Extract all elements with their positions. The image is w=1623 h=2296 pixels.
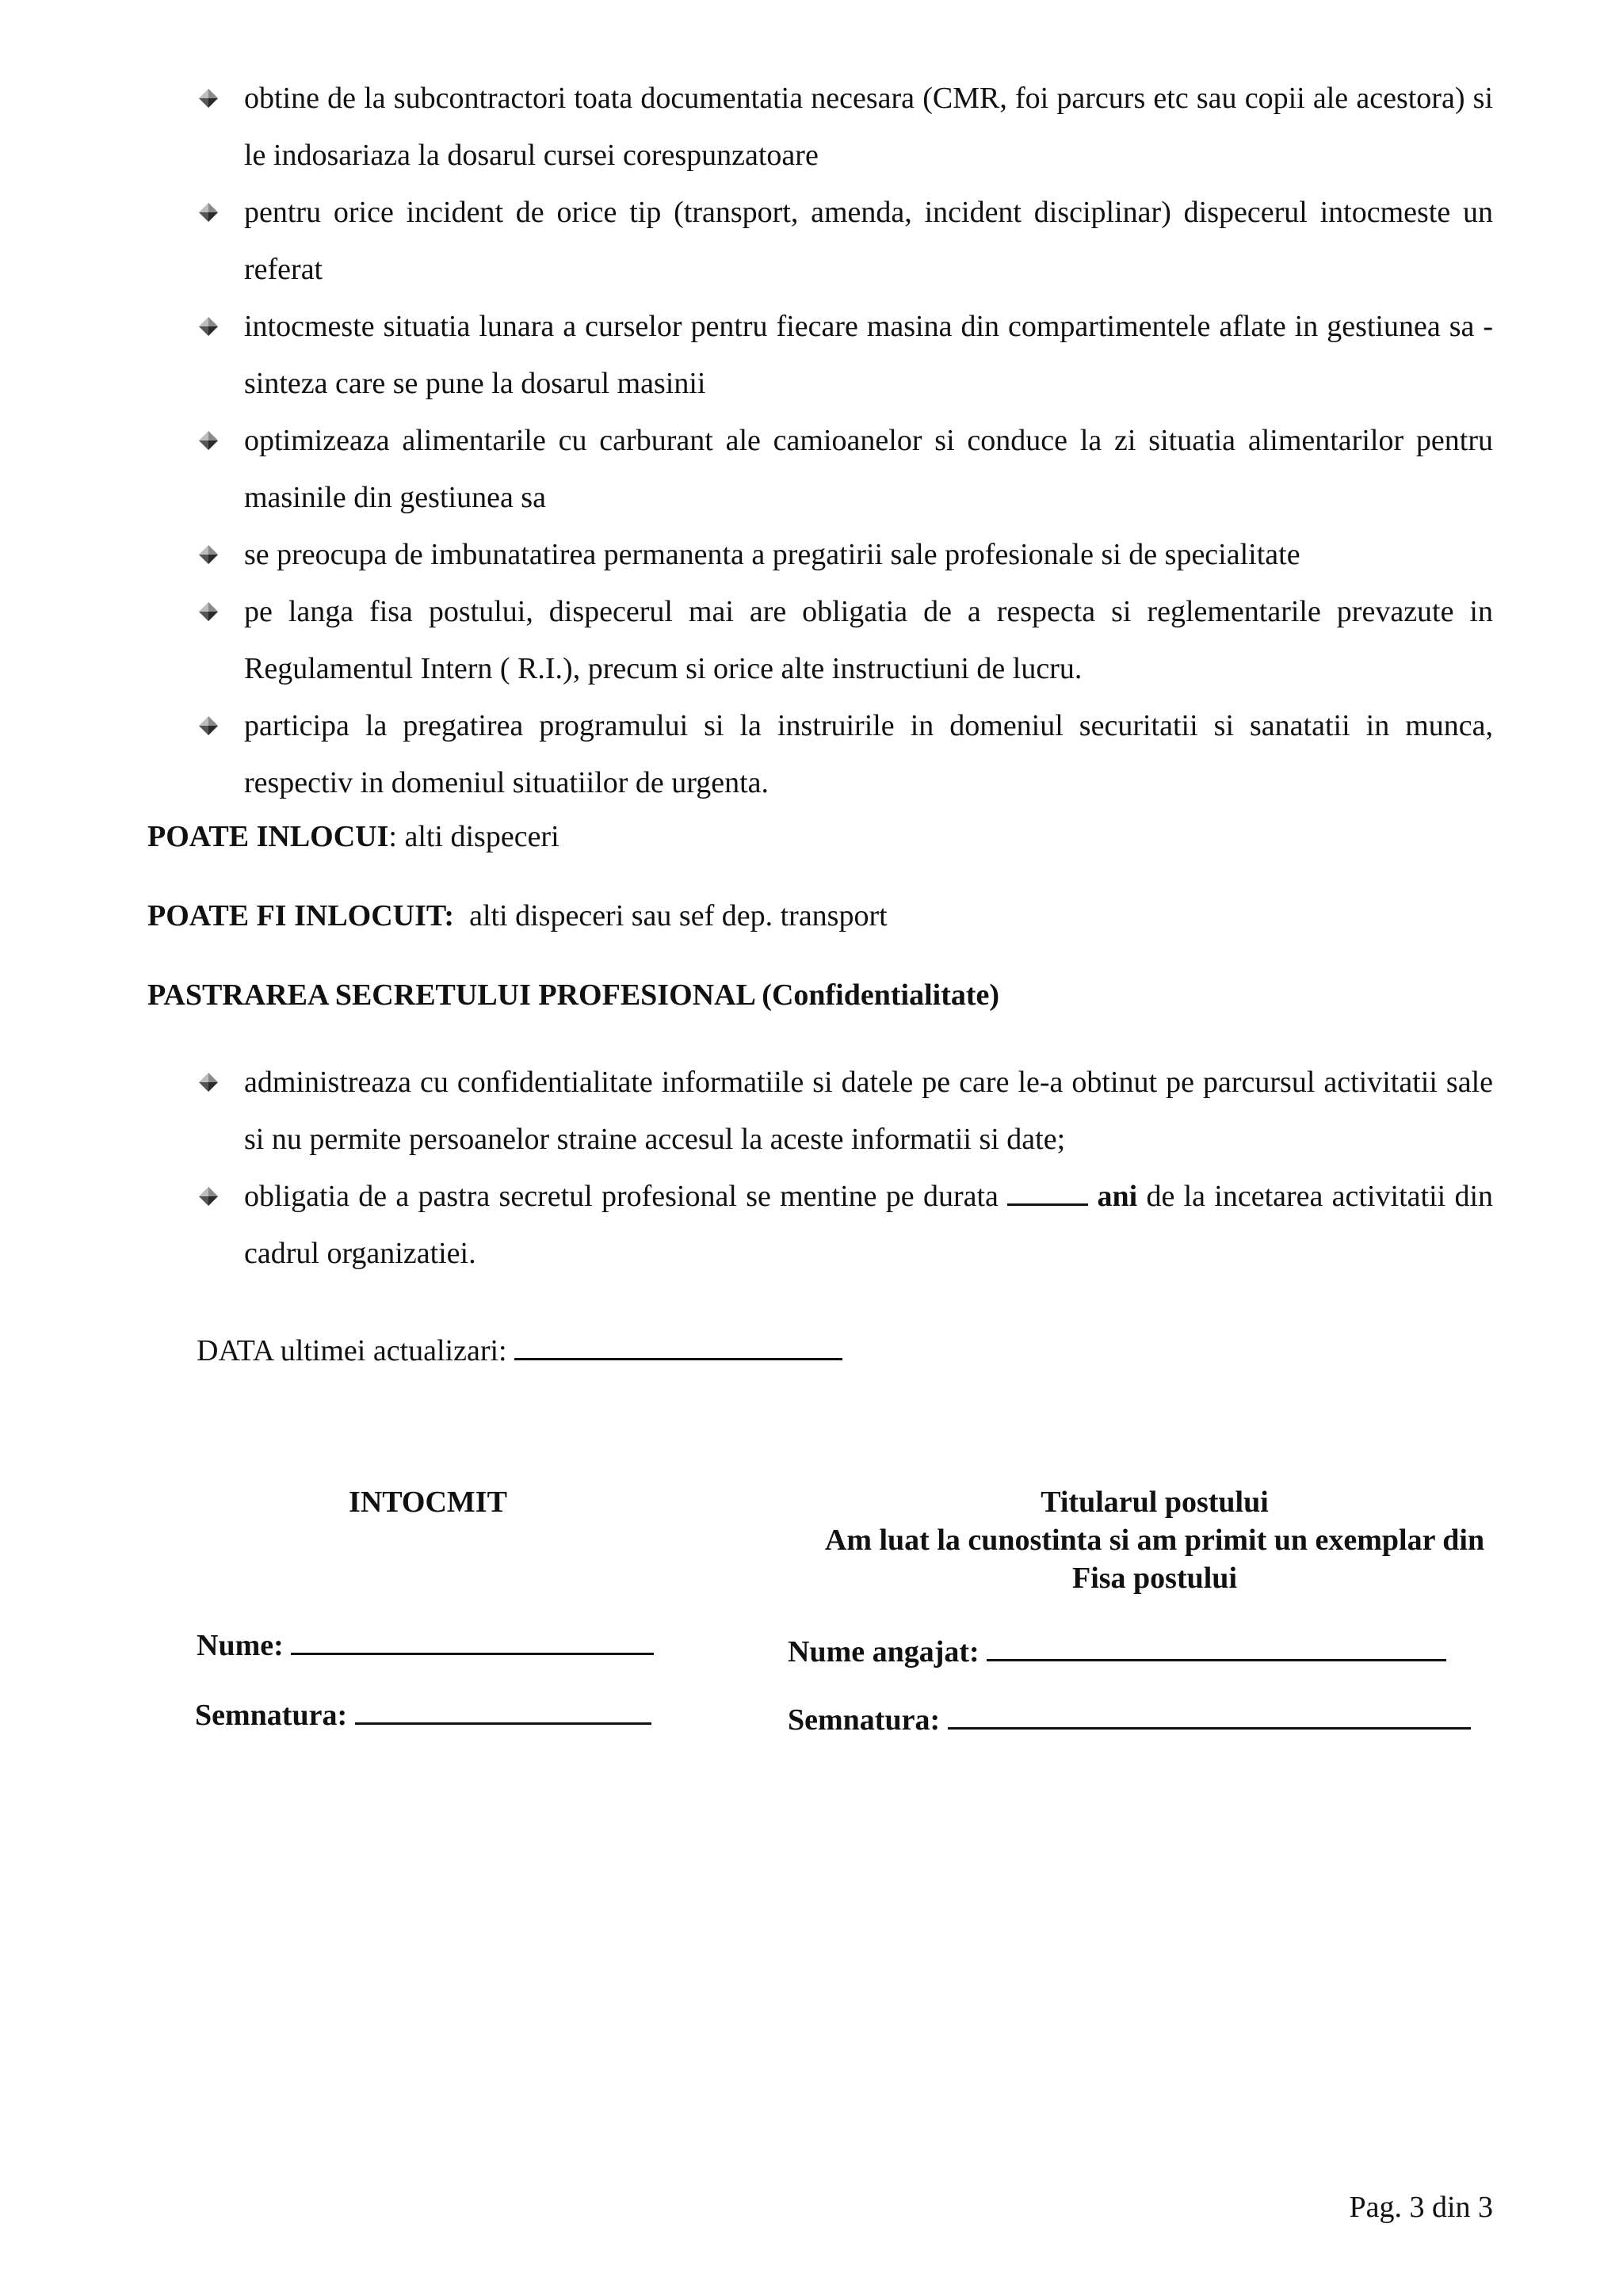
poate-fi-inlocuit-line xyxy=(147,897,888,935)
intocmit-signature-field[interactable] xyxy=(355,1695,651,1725)
page-number: Pag. 3 din 3 xyxy=(1349,2191,1493,2224)
duty-item-text: participa la pregatirea programului si la instruirile in domeniul securitatii si sanatatii in munca, respectiv in domeniul situatiilor de urgenta. xyxy=(244,709,1493,799)
duty-item-text: se preocupa de imbunatatirea permanenta a pregatirii sale profesionale si de specialitate xyxy=(244,538,1300,571)
titular-title-block xyxy=(770,1483,1539,1597)
titular-title-line3: Fisa postului xyxy=(1071,1562,1238,1595)
list-item xyxy=(197,583,1493,697)
diamond-bullet-icon xyxy=(198,202,219,223)
diamond-bullet-icon xyxy=(198,430,219,451)
titular-name-label: Nume angajat: xyxy=(788,1635,980,1669)
years-blank-field[interactable] xyxy=(1007,1177,1088,1206)
poate-fi-inlocuit-label: POATE FI INLOCUIT: xyxy=(147,899,455,933)
diamond-bullet-icon xyxy=(198,1072,219,1093)
confidentiality-heading: PASTRAREA SECRETULUI PROFESIONAL (Confidentialitate) xyxy=(147,978,1000,1012)
diamond-bullet-icon xyxy=(198,715,219,736)
titular-signature-row xyxy=(788,1700,1471,1739)
diamond-bullet-icon xyxy=(198,1186,219,1207)
duty-item-text: pentru orice incident de orice tip (transport, amenda, incident disciplinar) dispecerul intocmeste un referat xyxy=(244,196,1493,286)
list-item xyxy=(197,526,1493,583)
titular-name-field[interactable] xyxy=(987,1632,1446,1661)
titular-title-line2: Am luat la cunostinta si am primit un exemplar din xyxy=(824,1524,1485,1557)
diamond-bullet-icon xyxy=(198,544,219,565)
poate-inlocui-line xyxy=(147,818,559,856)
titular-title-line1: Titularul postului xyxy=(1041,1486,1269,1519)
poate-fi-inlocuit-value: alti dispeceri sau sef dep. transport xyxy=(469,899,888,933)
confidentiality-item-text-end: de la incetarea activitatii din cadrul organizatiei. xyxy=(244,1180,1494,1270)
duties-list xyxy=(197,70,1493,811)
list-item xyxy=(197,184,1493,298)
titular-name-row xyxy=(788,1632,1446,1671)
titular-signature-label: Semnatura: xyxy=(788,1703,941,1737)
intocmit-title: INTOCMIT xyxy=(349,1486,507,1519)
duty-item-text: optimizeaza alimentarile cu carburant ale camioanelor si conduce la zi situatia alimentarilor pentru masinile din gestiunea sa xyxy=(244,424,1493,514)
titular-signature-field[interactable] xyxy=(948,1700,1471,1730)
poate-inlocui-value: : alti dispeceri xyxy=(388,820,559,853)
confidentiality-item-text: administreaza cu confidentialitate informatiile si datele pe care le-a obtinut pe parcursul activitatii sale si nu permite persoanelor straine accesul la aceste informatii si date; xyxy=(244,1066,1493,1156)
intocmit-signature-row xyxy=(195,1695,651,1734)
poate-inlocui-label: POATE INLOCUI xyxy=(147,820,389,853)
intocmit-signature-label: Semnatura: xyxy=(195,1699,348,1732)
duty-item-text: intocmeste situatia lunara a curselor pentru fiecare masina din compartimentele aflate in gestiunea sa - sinteza care se pune la dosarul masinii xyxy=(244,310,1493,400)
diamond-bullet-icon xyxy=(198,88,219,109)
diamond-bullet-icon xyxy=(198,316,219,337)
confidentiality-item-text: obligatia de a pastra secretul profesional se mentine pe durata xyxy=(244,1180,999,1213)
list-item xyxy=(197,697,1493,811)
list-item xyxy=(197,1054,1493,1168)
update-date-line xyxy=(197,1331,842,1370)
update-date-field[interactable] xyxy=(514,1331,842,1360)
duty-item-text: obtine de la subcontractori toata documentatia necesara (CMR, foi parcurs etc sau copii ale acestora) si le indosariaza la dosarul cursei corespunzatoare xyxy=(244,82,1493,172)
intocmit-name-label: Nume: xyxy=(197,1629,284,1662)
intocmit-name-row xyxy=(197,1626,654,1665)
confidentiality-list xyxy=(197,1054,1493,1282)
duty-item-text: pe langa fisa postului, dispecerul mai are obligatia de a respecta si reglementarile prevazute in Regulamentul Intern ( R.I.), precum si orice alte instructiuni de lucru. xyxy=(244,595,1493,685)
list-item xyxy=(197,1168,1493,1282)
diamond-bullet-icon xyxy=(198,601,219,622)
list-item xyxy=(197,70,1493,184)
list-item xyxy=(197,298,1493,412)
update-date-label: DATA ultimei actualizari: xyxy=(197,1334,507,1367)
list-item xyxy=(197,412,1493,526)
years-unit: ani xyxy=(1097,1180,1138,1213)
intocmit-name-field[interactable] xyxy=(291,1626,654,1655)
